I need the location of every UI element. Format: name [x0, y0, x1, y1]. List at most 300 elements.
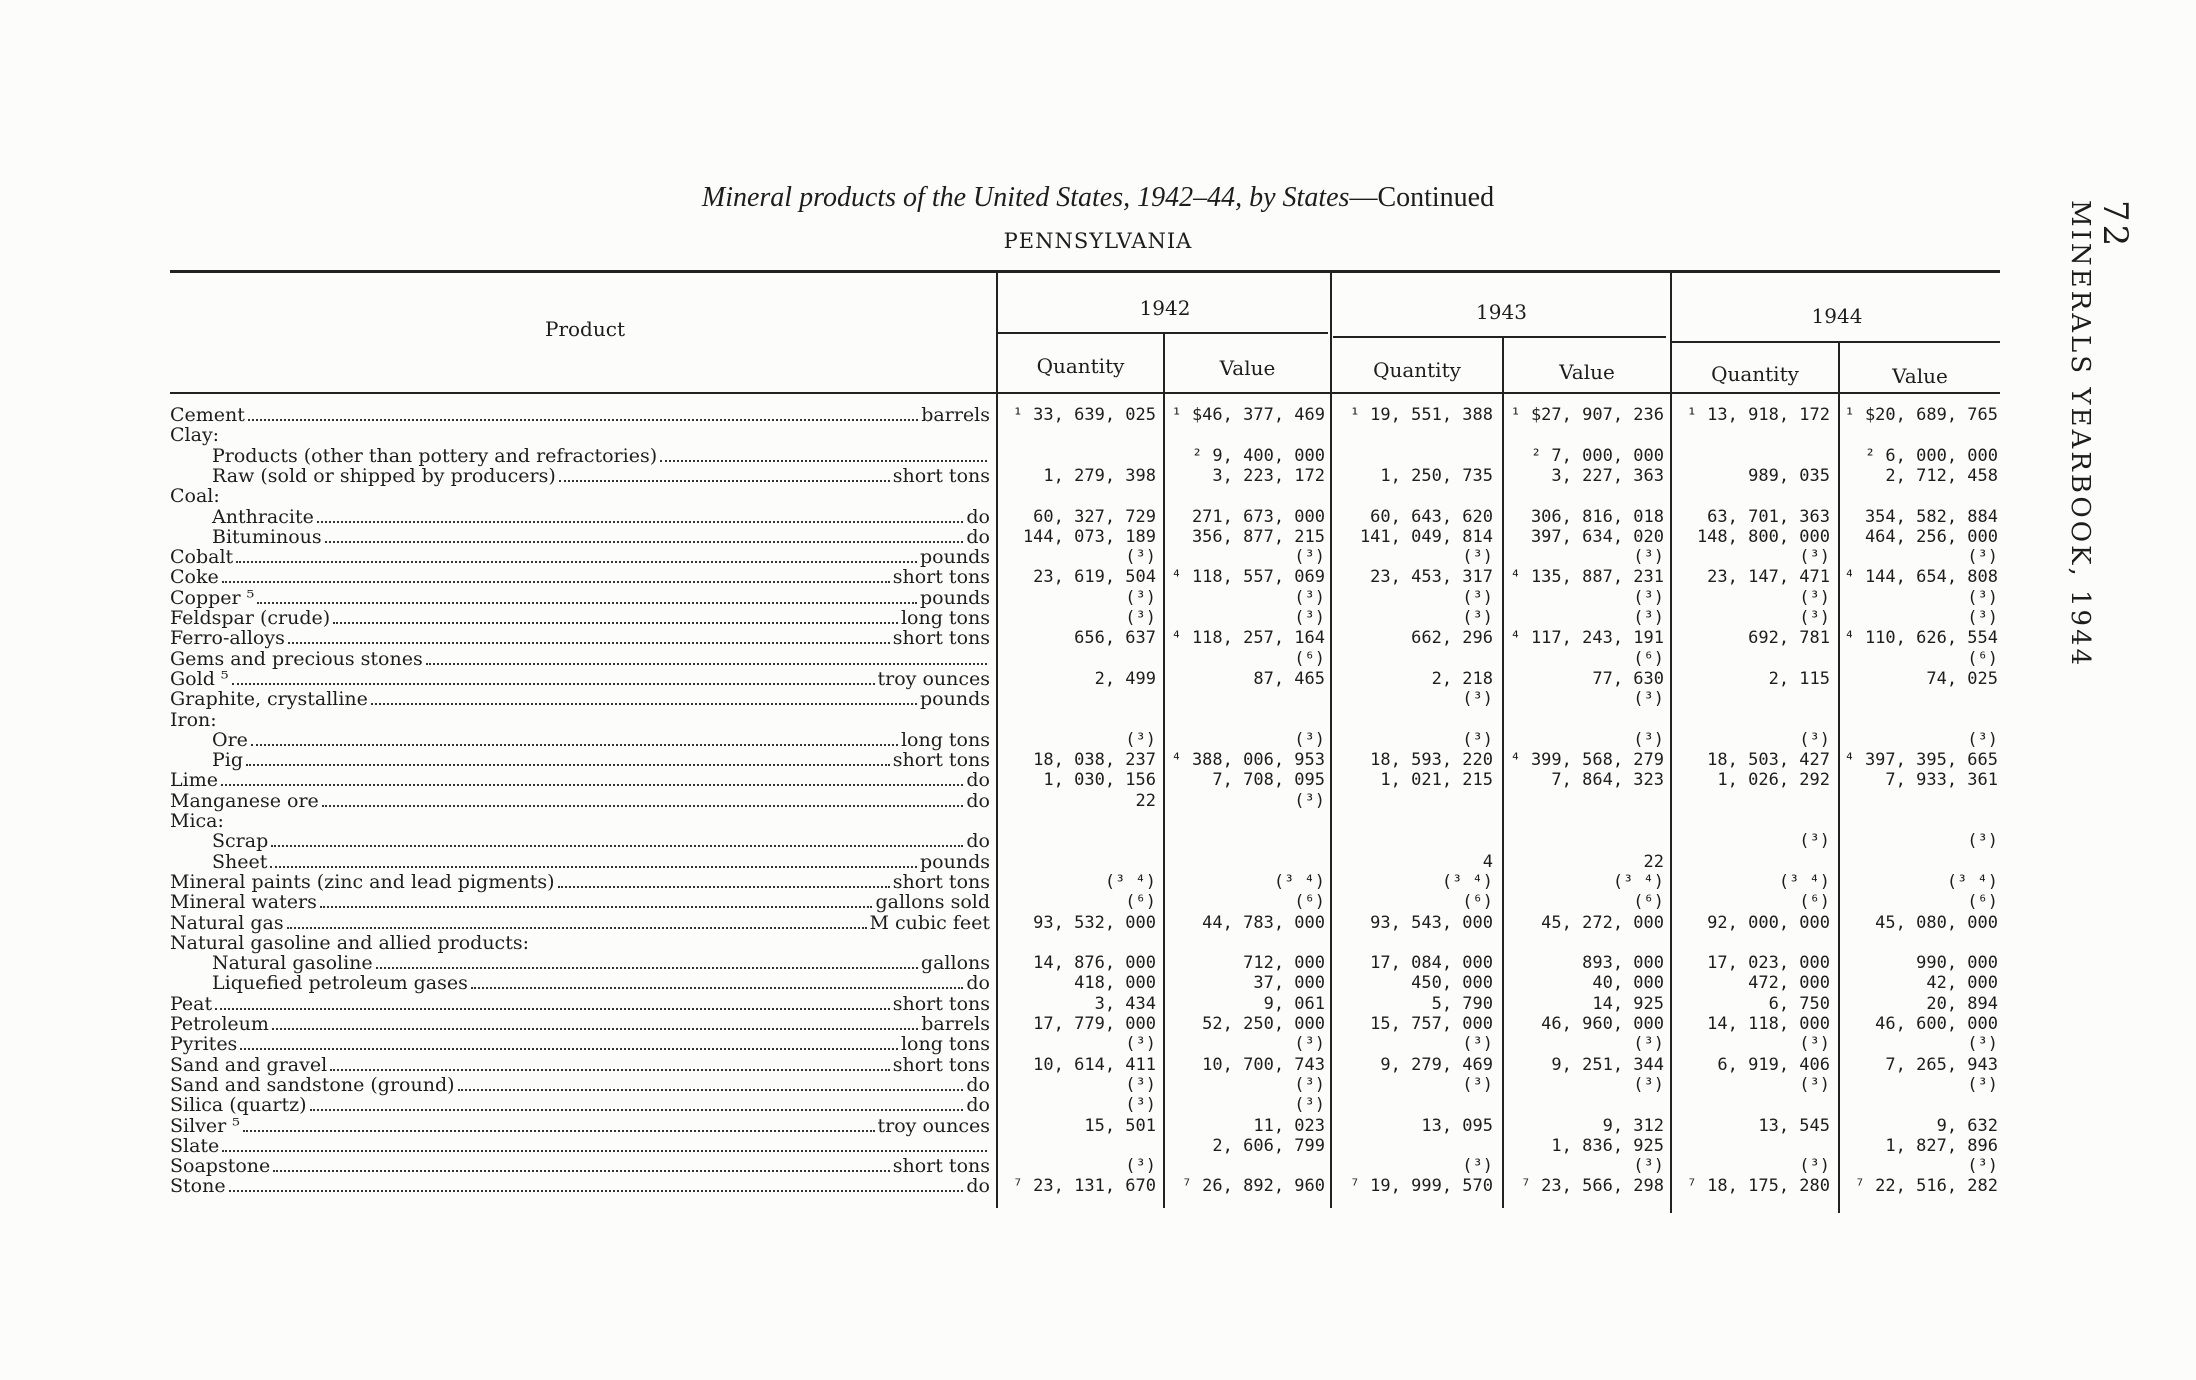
year-header-1942: 1942: [1139, 296, 1191, 320]
product-unit: short tons: [892, 566, 990, 589]
quantity-cell: (³ ⁴): [1441, 871, 1493, 892]
product-name: [170, 507, 990, 527]
table-row: [170, 730, 2000, 750]
table-row: [170, 913, 2000, 933]
product-label: Mineral paints (zinc and lead pigments): [170, 870, 555, 893]
value-cell: (⁶): [1967, 892, 1998, 913]
quantity-cell: [998, 649, 1156, 669]
value-cell: ⁴ 118, 257, 164: [1171, 628, 1325, 649]
value-cell: ⁴ 117, 243, 191: [1510, 628, 1664, 649]
value-cell: (⁶): [1633, 892, 1664, 913]
value-cell: (³): [1294, 547, 1325, 568]
quantity-cell: 17, 779, 000: [1033, 1014, 1156, 1034]
product-label: Iron:: [170, 708, 217, 731]
quantity-cell: [998, 446, 1156, 466]
product-name: [170, 588, 990, 608]
product-unit: barrels: [921, 404, 990, 426]
product-label: Cobalt: [170, 546, 234, 569]
product-name: [170, 1055, 990, 1075]
quantity-cell: 13, 545: [1758, 1115, 1830, 1136]
table-row: [170, 405, 2000, 425]
value-cell: ¹ $46, 377, 469: [1171, 405, 1325, 425]
product-label: Bituminous: [212, 525, 322, 548]
value-cell: [1165, 831, 1325, 851]
quantity-cell: (³): [1125, 547, 1156, 568]
product-label: Natural gasoline and allied products:: [170, 931, 529, 954]
year-underline-1943: [1333, 336, 1666, 338]
product-name: [170, 973, 990, 993]
value-cell: ⁷ 22, 516, 282: [1854, 1176, 1998, 1197]
state-heading: PENNSYLVANIA: [1003, 229, 1193, 253]
quantity-cell: (³): [1462, 729, 1493, 750]
product-unit: short tons: [892, 870, 990, 893]
product-label: Stone: [170, 1175, 226, 1198]
quantity-cell: [1333, 710, 1493, 730]
value-cell: [1165, 811, 1325, 831]
value-cell: 9, 061: [1263, 993, 1325, 1014]
table-row: [170, 669, 2000, 689]
product-name: [170, 892, 990, 912]
table-row: [170, 811, 2000, 831]
value-cell: 2, 712, 458: [1885, 465, 1998, 486]
table-row: [170, 973, 2000, 993]
quantity-cell: 472, 000: [1748, 973, 1830, 994]
value-cell: ¹ $27, 907, 236: [1510, 405, 1664, 425]
value-cell: 87, 465: [1253, 668, 1325, 689]
quantity-header: Quantity: [1036, 354, 1125, 378]
value-cell: (³): [1633, 1034, 1664, 1055]
product-unit: short tons: [892, 1155, 990, 1178]
value-cell: ⁴ 397, 395, 665: [1844, 750, 1998, 771]
quantity-cell: [1333, 791, 1493, 811]
quantity-cell: (³): [1125, 729, 1156, 750]
value-cell: 7, 265, 943: [1885, 1054, 1998, 1075]
value-cell: 40, 000: [1592, 973, 1664, 994]
product-unit: long tons: [900, 607, 990, 629]
value-header: Value: [1559, 360, 1615, 384]
product-label: Graphite, crystalline: [170, 688, 368, 711]
value-cell: ¹ $20, 689, 765: [1844, 405, 1998, 425]
value-cell: (³): [1294, 790, 1325, 811]
dot-leader: [229, 1190, 964, 1192]
product-name: [170, 486, 990, 506]
quantity-cell: 656, 637: [1074, 628, 1156, 649]
value-cell: (³): [1967, 547, 1998, 568]
value-cell: (⁶): [1633, 648, 1664, 669]
dot-leader: [273, 1170, 889, 1172]
quantity-cell: 6, 750: [1768, 993, 1830, 1014]
quantity-cell: [1672, 1095, 1830, 1115]
product-unit: do: [966, 769, 990, 792]
table-row: [170, 567, 2000, 587]
product-label: Anthracite: [212, 505, 314, 528]
dot-leader: [271, 845, 963, 847]
table-row: [170, 446, 2000, 466]
quantity-cell: (³): [1125, 1156, 1156, 1177]
value-cell: (³): [1633, 689, 1664, 710]
dot-leader: [246, 764, 890, 766]
value-cell: 46, 960, 000: [1541, 1014, 1664, 1034]
quantity-cell: (³): [1125, 1034, 1156, 1055]
dot-leader: [232, 683, 875, 685]
product-unit: short tons: [892, 464, 990, 487]
product-unit: M cubic feet: [869, 911, 990, 934]
quantity-cell: [1672, 852, 1830, 872]
dot-leader: [376, 967, 918, 969]
quantity-cell: [1333, 446, 1493, 466]
value-header: Value: [1219, 356, 1276, 380]
value-cell: (³): [1633, 729, 1664, 750]
quantity-cell: 23, 619, 504: [1033, 567, 1156, 588]
value-cell: (⁶): [1294, 892, 1325, 913]
quantity-cell: [1672, 1136, 1830, 1156]
quantity-cell: [1672, 446, 1830, 466]
quantity-cell: 3, 434: [1094, 993, 1156, 1014]
quantity-cell: 141, 049, 814: [1359, 526, 1493, 547]
quantity-cell: 1, 279, 398: [1043, 465, 1156, 486]
product-unit: do: [966, 1175, 990, 1198]
quantity-cell: (³ ⁴): [1778, 871, 1830, 892]
quantity-cell: (³): [1125, 608, 1156, 628]
product-label: Sand and sandstone (ground): [170, 1073, 455, 1096]
caption-title: Mineral products of the United States, 1942–44, by States: [701, 182, 1350, 213]
quantity-cell: 93, 543, 000: [1370, 912, 1493, 933]
quantity-cell: ⁷ 18, 175, 280: [1686, 1176, 1830, 1197]
product-label: Silica (quartz): [170, 1094, 307, 1117]
value-cell: (³ ⁴): [1273, 871, 1325, 892]
product-unit: do: [966, 505, 990, 528]
table-top-rule: [170, 270, 2000, 273]
product-name: [170, 1014, 990, 1034]
value-cell: 271, 673, 000: [1191, 506, 1325, 527]
product-name: [170, 649, 990, 669]
value-cell: 14, 925: [1592, 993, 1664, 1014]
table-row: [170, 710, 2000, 730]
table-row: [170, 649, 2000, 669]
quantity-cell: 2, 218: [1431, 668, 1493, 689]
product-unit: troy ounces: [877, 1114, 990, 1137]
quantity-cell: ⁷ 19, 999, 570: [1349, 1176, 1493, 1197]
product-name: [170, 1034, 990, 1054]
table-row: [170, 588, 2000, 608]
product-header: Product: [545, 317, 625, 341]
quantity-cell: 989, 035: [1748, 465, 1830, 486]
product-name: [170, 953, 990, 973]
product-name: [170, 1136, 990, 1156]
product-unit: gallons sold: [875, 891, 990, 914]
dot-leader: [317, 521, 964, 523]
value-cell: 1, 836, 925: [1551, 1135, 1664, 1156]
product-label: Gems and precious stones: [170, 647, 423, 670]
quantity-cell: (⁶): [1799, 892, 1830, 913]
value-cell: [1840, 1095, 1998, 1115]
dot-leader: [426, 663, 987, 665]
product-name: [170, 933, 990, 953]
dot-leader: [371, 703, 917, 705]
dot-leader: [322, 805, 964, 807]
quantity-cell: [1672, 486, 1830, 506]
quantity-cell: (³): [1462, 1034, 1493, 1055]
product-label: Lime: [170, 769, 218, 792]
dot-leader: [270, 866, 917, 868]
year-header-1943: 1943: [1476, 300, 1527, 324]
table-row: [170, 1095, 2000, 1115]
quantity-cell: (³): [1462, 587, 1493, 608]
dot-leader: [559, 480, 890, 482]
quantity-cell: 418, 000: [1074, 973, 1156, 994]
quantity-cell: 692, 781: [1748, 628, 1830, 649]
product-label: Ore: [212, 728, 248, 751]
quantity-cell: 5, 790: [1431, 993, 1493, 1014]
quantity-cell: [998, 1136, 1156, 1156]
value-cell: 45, 272, 000: [1541, 912, 1664, 933]
value-cell: 356, 877, 215: [1191, 526, 1325, 547]
quantity-cell: ¹ 33, 639, 025: [1012, 405, 1156, 425]
value-cell: 7, 708, 095: [1212, 770, 1325, 791]
quantity-cell: 18, 593, 220: [1370, 750, 1493, 771]
product-unit: pounds: [920, 546, 990, 569]
quantity-cell: [1333, 1095, 1493, 1115]
product-name: [170, 446, 990, 466]
product-name: [170, 913, 990, 933]
product-unit: pounds: [920, 850, 990, 873]
product-unit: do: [966, 1094, 990, 1117]
product-name: [170, 1156, 990, 1176]
value-cell: 52, 250, 000: [1202, 1014, 1325, 1034]
quantity-cell: ¹ 19, 551, 388: [1349, 405, 1493, 425]
value-cell: ² 6, 000, 000: [1864, 445, 1998, 466]
quantity-cell: [1672, 425, 1830, 445]
quantity-cell: 15, 757, 000: [1370, 1014, 1493, 1034]
value-cell: ⁴ 388, 006, 953: [1171, 750, 1325, 771]
value-cell: (³): [1633, 1074, 1664, 1095]
product-label: Products (other than pottery and refractories): [212, 444, 658, 467]
table-row: [170, 770, 2000, 790]
product-unit: do: [966, 972, 990, 995]
value-cell: 45, 080, 000: [1875, 912, 1998, 933]
product-unit: short tons: [892, 1053, 990, 1076]
quantity-cell: [1672, 933, 1830, 953]
product-unit: long tons: [900, 1033, 990, 1056]
quantity-cell: (³): [1799, 608, 1830, 628]
product-unit: do: [966, 789, 990, 812]
value-cell: (³): [1294, 1034, 1325, 1055]
product-label: Mica:: [170, 810, 224, 832]
quantity-cell: 450, 000: [1411, 973, 1493, 994]
table-row: [170, 892, 2000, 912]
value-cell: 44, 783, 000: [1202, 912, 1325, 933]
product-label: Slate: [170, 1134, 220, 1157]
quantity-cell: 15, 501: [1084, 1115, 1156, 1136]
quantity-cell: (³): [1799, 587, 1830, 608]
product-unit: do: [966, 830, 990, 853]
dot-leader: [257, 602, 917, 604]
table-row: [170, 1014, 2000, 1034]
product-name: [170, 831, 990, 851]
quantity-cell: 10, 614, 411: [1033, 1054, 1156, 1075]
value-cell: (³): [1967, 1156, 1998, 1177]
quantity-cell: [1333, 933, 1493, 953]
quantity-cell: [1672, 649, 1830, 669]
value-cell: ⁴ 144, 654, 808: [1844, 567, 1998, 588]
table-row: [170, 994, 2000, 1014]
quantity-cell: (³): [1799, 1074, 1830, 1095]
quantity-cell: 1, 250, 735: [1380, 465, 1493, 486]
value-cell: 893, 000: [1582, 953, 1664, 974]
table-row: [170, 1136, 2000, 1156]
value-cell: [1840, 933, 1998, 953]
value-cell: (³): [1967, 587, 1998, 608]
value-cell: 3, 223, 172: [1212, 465, 1325, 486]
quantity-cell: [1333, 811, 1493, 831]
product-name: [170, 567, 990, 587]
product-name: [170, 791, 990, 811]
quantity-cell: (⁶): [1462, 892, 1493, 913]
dot-leader: [243, 1130, 875, 1132]
quantity-cell: ¹ 13, 918, 172: [1686, 405, 1830, 425]
quantity-cell: 22: [1135, 790, 1156, 811]
value-cell: (⁶): [1294, 648, 1325, 669]
value-cell: 20, 894: [1926, 993, 1998, 1014]
table-row: [170, 486, 2000, 506]
quantity-cell: 148, 800, 000: [1696, 526, 1830, 547]
product-name: [170, 1075, 990, 1095]
product-unit: do: [966, 1073, 990, 1096]
table-row: [170, 527, 2000, 547]
quantity-cell: 9, 279, 469: [1380, 1054, 1493, 1075]
quantity-cell: 1, 021, 215: [1380, 770, 1493, 791]
table-row: [170, 872, 2000, 892]
dot-leader: [215, 1008, 890, 1010]
quantity-cell: (³): [1462, 608, 1493, 628]
value-cell: 354, 582, 884: [1864, 506, 1998, 527]
quantity-cell: [1333, 1136, 1493, 1156]
value-cell: 10, 700, 743: [1202, 1054, 1325, 1075]
value-cell: [1165, 425, 1325, 445]
value-cell: [1165, 1156, 1325, 1176]
product-label: Feldspar (crude): [170, 607, 331, 629]
value-cell: [1504, 791, 1664, 811]
caption-continued: —Continued: [1349, 182, 1495, 213]
value-cell: (³): [1294, 608, 1325, 628]
product-name: [170, 770, 990, 790]
value-cell: (³): [1967, 1074, 1998, 1095]
value-cell: (³): [1633, 1156, 1664, 1177]
dot-leader: [333, 622, 898, 624]
quantity-cell: 662, 296: [1411, 628, 1493, 649]
quantity-cell: 17, 023, 000: [1707, 953, 1830, 974]
dot-leader: [310, 1109, 964, 1111]
quantity-cell: [1333, 831, 1493, 851]
product-name: [170, 689, 990, 709]
quantity-cell: 18, 503, 427: [1707, 750, 1830, 771]
product-label: Copper ⁵: [170, 586, 255, 609]
product-label: Pig: [212, 749, 244, 772]
product-label: Petroleum: [170, 1013, 269, 1035]
value-cell: ² 7, 000, 000: [1530, 445, 1664, 466]
product-label: Liquefied petroleum gases: [212, 972, 468, 995]
dot-leader: [221, 784, 963, 786]
product-label: Natural gasoline: [212, 952, 373, 975]
quantity-header: Quantity: [1711, 362, 1799, 386]
dot-leader: [236, 561, 917, 563]
dot-leader: [287, 927, 867, 929]
quantity-cell: [1672, 710, 1830, 730]
value-cell: 74, 025: [1926, 668, 1998, 689]
dot-leader: [248, 419, 918, 421]
quantity-cell: 4: [1482, 851, 1493, 872]
quantity-cell: (³): [1462, 547, 1493, 568]
quantity-cell: [998, 811, 1156, 831]
product-name: [170, 730, 990, 750]
table-row: [170, 507, 2000, 527]
table-row: [170, 1116, 2000, 1136]
quantity-cell: 17, 084, 000: [1370, 953, 1493, 974]
product-name: [170, 405, 990, 425]
table-row: [170, 466, 2000, 486]
value-cell: 77, 630: [1592, 668, 1664, 689]
product-unit: short tons: [892, 749, 990, 772]
product-name: [170, 811, 990, 831]
table-row: [170, 689, 2000, 709]
value-cell: 7, 933, 361: [1885, 770, 1998, 791]
table-row: [170, 547, 2000, 567]
table-row: [170, 1034, 2000, 1054]
quantity-cell: (³): [1799, 547, 1830, 568]
quantity-cell: 1, 026, 292: [1717, 770, 1830, 791]
value-cell: 37, 000: [1253, 973, 1325, 994]
quantity-cell: [1333, 486, 1493, 506]
product-unit: pounds: [920, 688, 990, 711]
value-cell: ⁷ 23, 566, 298: [1520, 1176, 1664, 1197]
quantity-cell: 144, 073, 189: [1022, 526, 1156, 547]
dot-leader: [458, 1089, 964, 1091]
product-label: Scrap: [212, 830, 269, 853]
product-name: [170, 1176, 990, 1196]
quantity-cell: 2, 115: [1768, 668, 1830, 689]
product-label: Silver ⁵: [170, 1114, 240, 1137]
table-row: [170, 933, 2000, 953]
table-row: [170, 953, 2000, 973]
quantity-cell: (³): [1125, 1095, 1156, 1116]
value-cell: 3, 227, 363: [1551, 465, 1664, 486]
dot-leader: [272, 1028, 918, 1030]
dot-leader: [330, 1069, 890, 1071]
table-row: [170, 1156, 2000, 1176]
table-caption: [0, 182, 2196, 214]
quantity-cell: (³): [1799, 1034, 1830, 1055]
dot-leader: [222, 1150, 987, 1152]
dot-leader: [325, 541, 964, 543]
quantity-cell: 60, 643, 620: [1370, 506, 1493, 527]
table-row: [170, 608, 2000, 628]
dot-leader: [288, 642, 890, 644]
product-name: [170, 547, 990, 567]
table-row: [170, 425, 2000, 445]
value-cell: (³ ⁴): [1946, 871, 1998, 892]
value-cell: ⁴ 118, 557, 069: [1171, 567, 1325, 588]
value-cell: (³): [1633, 587, 1664, 608]
product-label: Coal:: [170, 485, 220, 508]
value-cell: [1165, 852, 1325, 872]
quantity-cell: (³): [1462, 1074, 1493, 1095]
year-header-1944: 1944: [1811, 304, 1863, 328]
product-name: [170, 710, 990, 730]
value-cell: (³): [1967, 729, 1998, 750]
quantity-cell: [998, 831, 1156, 851]
value-cell: [1165, 933, 1325, 953]
dot-leader: [558, 886, 890, 888]
